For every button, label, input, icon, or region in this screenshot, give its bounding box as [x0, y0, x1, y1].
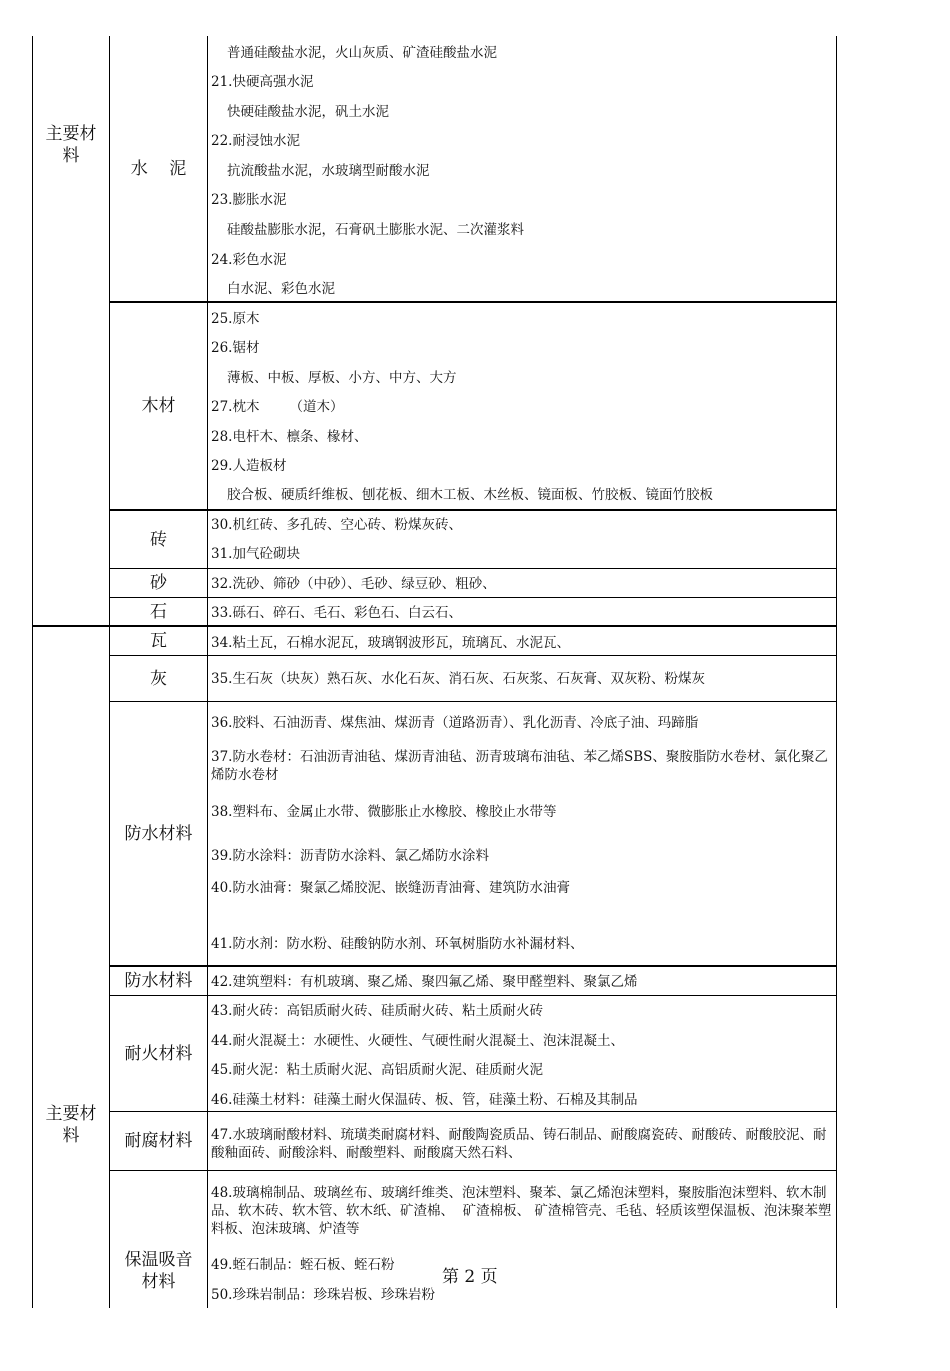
list-item: 43.耐火砖：高铝质耐火砖、硅质耐火砖、粘土质耐火砖 [211, 1003, 543, 1019]
list-item: 23.膨胀水泥 [211, 192, 287, 208]
list-item: 硅酸盐膨胀水泥，石膏矾土膨胀水泥、二次灌浆料 [227, 222, 524, 238]
list-item: 26.锯材 [211, 340, 260, 356]
list-item: 50.珍珠岩制品：珍珠岩板、珍珠岩粉 [211, 1287, 435, 1303]
list-item: 普通硅酸盐水泥，火山灰质、矿渣硅酸盐水泥 [227, 45, 497, 61]
list-item: 39.防水涂料：沥青防水涂料、氯乙烯防水涂料 [211, 848, 489, 864]
list-item: 33.砾石、碎石、毛石、彩色石、白云石、 [211, 605, 462, 621]
category-cement: 水 泥 [130, 158, 187, 179]
row-divider [109, 1111, 837, 1112]
list-item: 28.电杆木、檩条、椽材、 [211, 429, 368, 445]
list-item: 46.硅藻土材料：硅藻土耐火保温砖、板、管，硅藻土粉、石棉及其制品 [211, 1092, 638, 1108]
list-item: 25.原木 [211, 311, 260, 327]
row-divider [109, 1170, 837, 1171]
list-item: 38.塑料布、金属止水带、微膨胀止水橡胶、橡胶止水带等 [211, 804, 557, 820]
category-waterproof-plastics: 防水材料 [124, 971, 193, 991]
category-insulation: 保温吸音 材料 [124, 1250, 193, 1292]
list-item: 47.水玻璃耐酸材料、琉璜类耐腐材料、耐酸陶瓷质品、铸石制品、耐酸腐瓷砖、耐酸砖、耐酸胶泥、耐酸釉面砖、耐酸涂料、耐酸塑料、耐酸腐天然石料、 [211, 1127, 827, 1161]
category-brick: 砖 [150, 529, 167, 550]
list-item: 40.防水油膏：聚氯乙烯胶泥、嵌缝沥青油膏、建筑防水油膏 [211, 880, 570, 896]
group-label-main-materials: 主要材 料 [45, 1104, 97, 1146]
category-wood: 木材 [141, 396, 176, 416]
list-item: 24.彩色水泥 [211, 252, 287, 268]
row-divider [109, 597, 837, 598]
list-item: 30.机红砖、多孔砖、空心砖、粉煤灰砖、 [211, 517, 462, 533]
list-item: 37.防水卷材：石油沥青油毡、煤沥青油毡、沥青玻璃布油毡、苯乙烯SBS、聚胺脂防水卷材、氯化聚乙烯防水卷材 [211, 749, 828, 783]
row-divider [109, 701, 837, 702]
list-item: 29.人造板材 [211, 458, 287, 474]
list-item: 35.生石灰（块灰）熟石灰、水化石灰、消石灰、石灰浆、石灰膏、双灰粉、粉煤灰 [211, 671, 705, 687]
category-lime: 灰 [150, 668, 167, 689]
group-label-main-materials: 主要材 料 [45, 124, 97, 166]
category-refractory: 耐火材料 [124, 1043, 193, 1064]
list-item: 27.枕木 （道木） [211, 399, 344, 415]
list-item: 胶合板、硬质纤维板、刨花板、细木工板、木丝板、镜面板、竹胶板、镜面竹胶板 [227, 487, 713, 503]
list-item: 22.耐浸蚀水泥 [211, 133, 300, 149]
list-item: 42.建筑塑料：有机玻璃、聚乙烯、聚四氟乙烯、聚甲醛塑料、聚氯乙烯 [211, 974, 638, 990]
list-item: 45.耐火泥：粘土质耐火泥、高铝质耐火泥、硅质耐火泥 [211, 1062, 543, 1078]
list-item: 41.防水剂：防水粉、硅酸钠防水剂、环氧树脂防水补漏材料、 [211, 936, 584, 952]
row-divider [109, 655, 837, 656]
list-item: 44.耐火混凝土：水硬性、火硬性、气硬性耐火混凝土、泡沫混凝土、 [211, 1033, 624, 1049]
table-border-right [836, 36, 837, 1308]
list-item: 31.加气砼砌块 [211, 546, 300, 562]
list-item: 抗流酸盐水泥，水玻璃型耐酸水泥 [227, 163, 430, 179]
list-item: 34.粘土瓦，石棉水泥瓦，玻璃钢波形瓦，琉璃瓦、水泥瓦、 [211, 635, 570, 651]
row-divider [109, 301, 837, 303]
list-item: 21.快硬高强水泥 [211, 74, 314, 90]
list-item: 36.胶料、石油沥青、煤焦油、煤沥青（道路沥青）、乳化沥青、冷底子油、玛蹄脂 [211, 715, 699, 731]
category-sand: 砂 [150, 573, 167, 593]
row-divider [109, 509, 837, 511]
list-item: 48.玻璃棉制品、玻璃丝布、玻璃纤维类、泡沫塑料、聚苯、氯乙烯泡沫塑料，聚胺脂泡沫塑料、软木制品、软木砖、软木管、软木纸、矿渣棉、 矿渣棉板、 矿渣棉管壳、毛毡、轻质该塑保温板、泡沫聚苯塑料板、泡沫玻璃、炉渣等 [211, 1185, 832, 1237]
list-item: 32.洗砂、筛砂（中砂）、毛砂、绿豆砂、粗砂、 [211, 576, 496, 592]
row-divider [109, 965, 837, 967]
list-item: 快硬硅酸盐水泥，矾土水泥 [227, 104, 389, 120]
category-anticorrosion: 耐腐材料 [124, 1131, 193, 1151]
row-divider [109, 995, 837, 996]
list-item: 白水泥、彩色水泥 [227, 281, 335, 297]
page-number: 第 2 页 [442, 1267, 498, 1287]
list-item: 49.蛭石制品：蛭石板、蛭石粉 [211, 1257, 395, 1273]
category-stone: 石 [150, 601, 167, 622]
category-waterproof: 防水材料 [124, 823, 193, 844]
category-tile: 瓦 [150, 631, 167, 651]
table-border-col2 [207, 36, 208, 1308]
list-item: 薄板、中板、厚板、小方、中方、大方 [227, 370, 457, 386]
row-divider [109, 568, 837, 569]
